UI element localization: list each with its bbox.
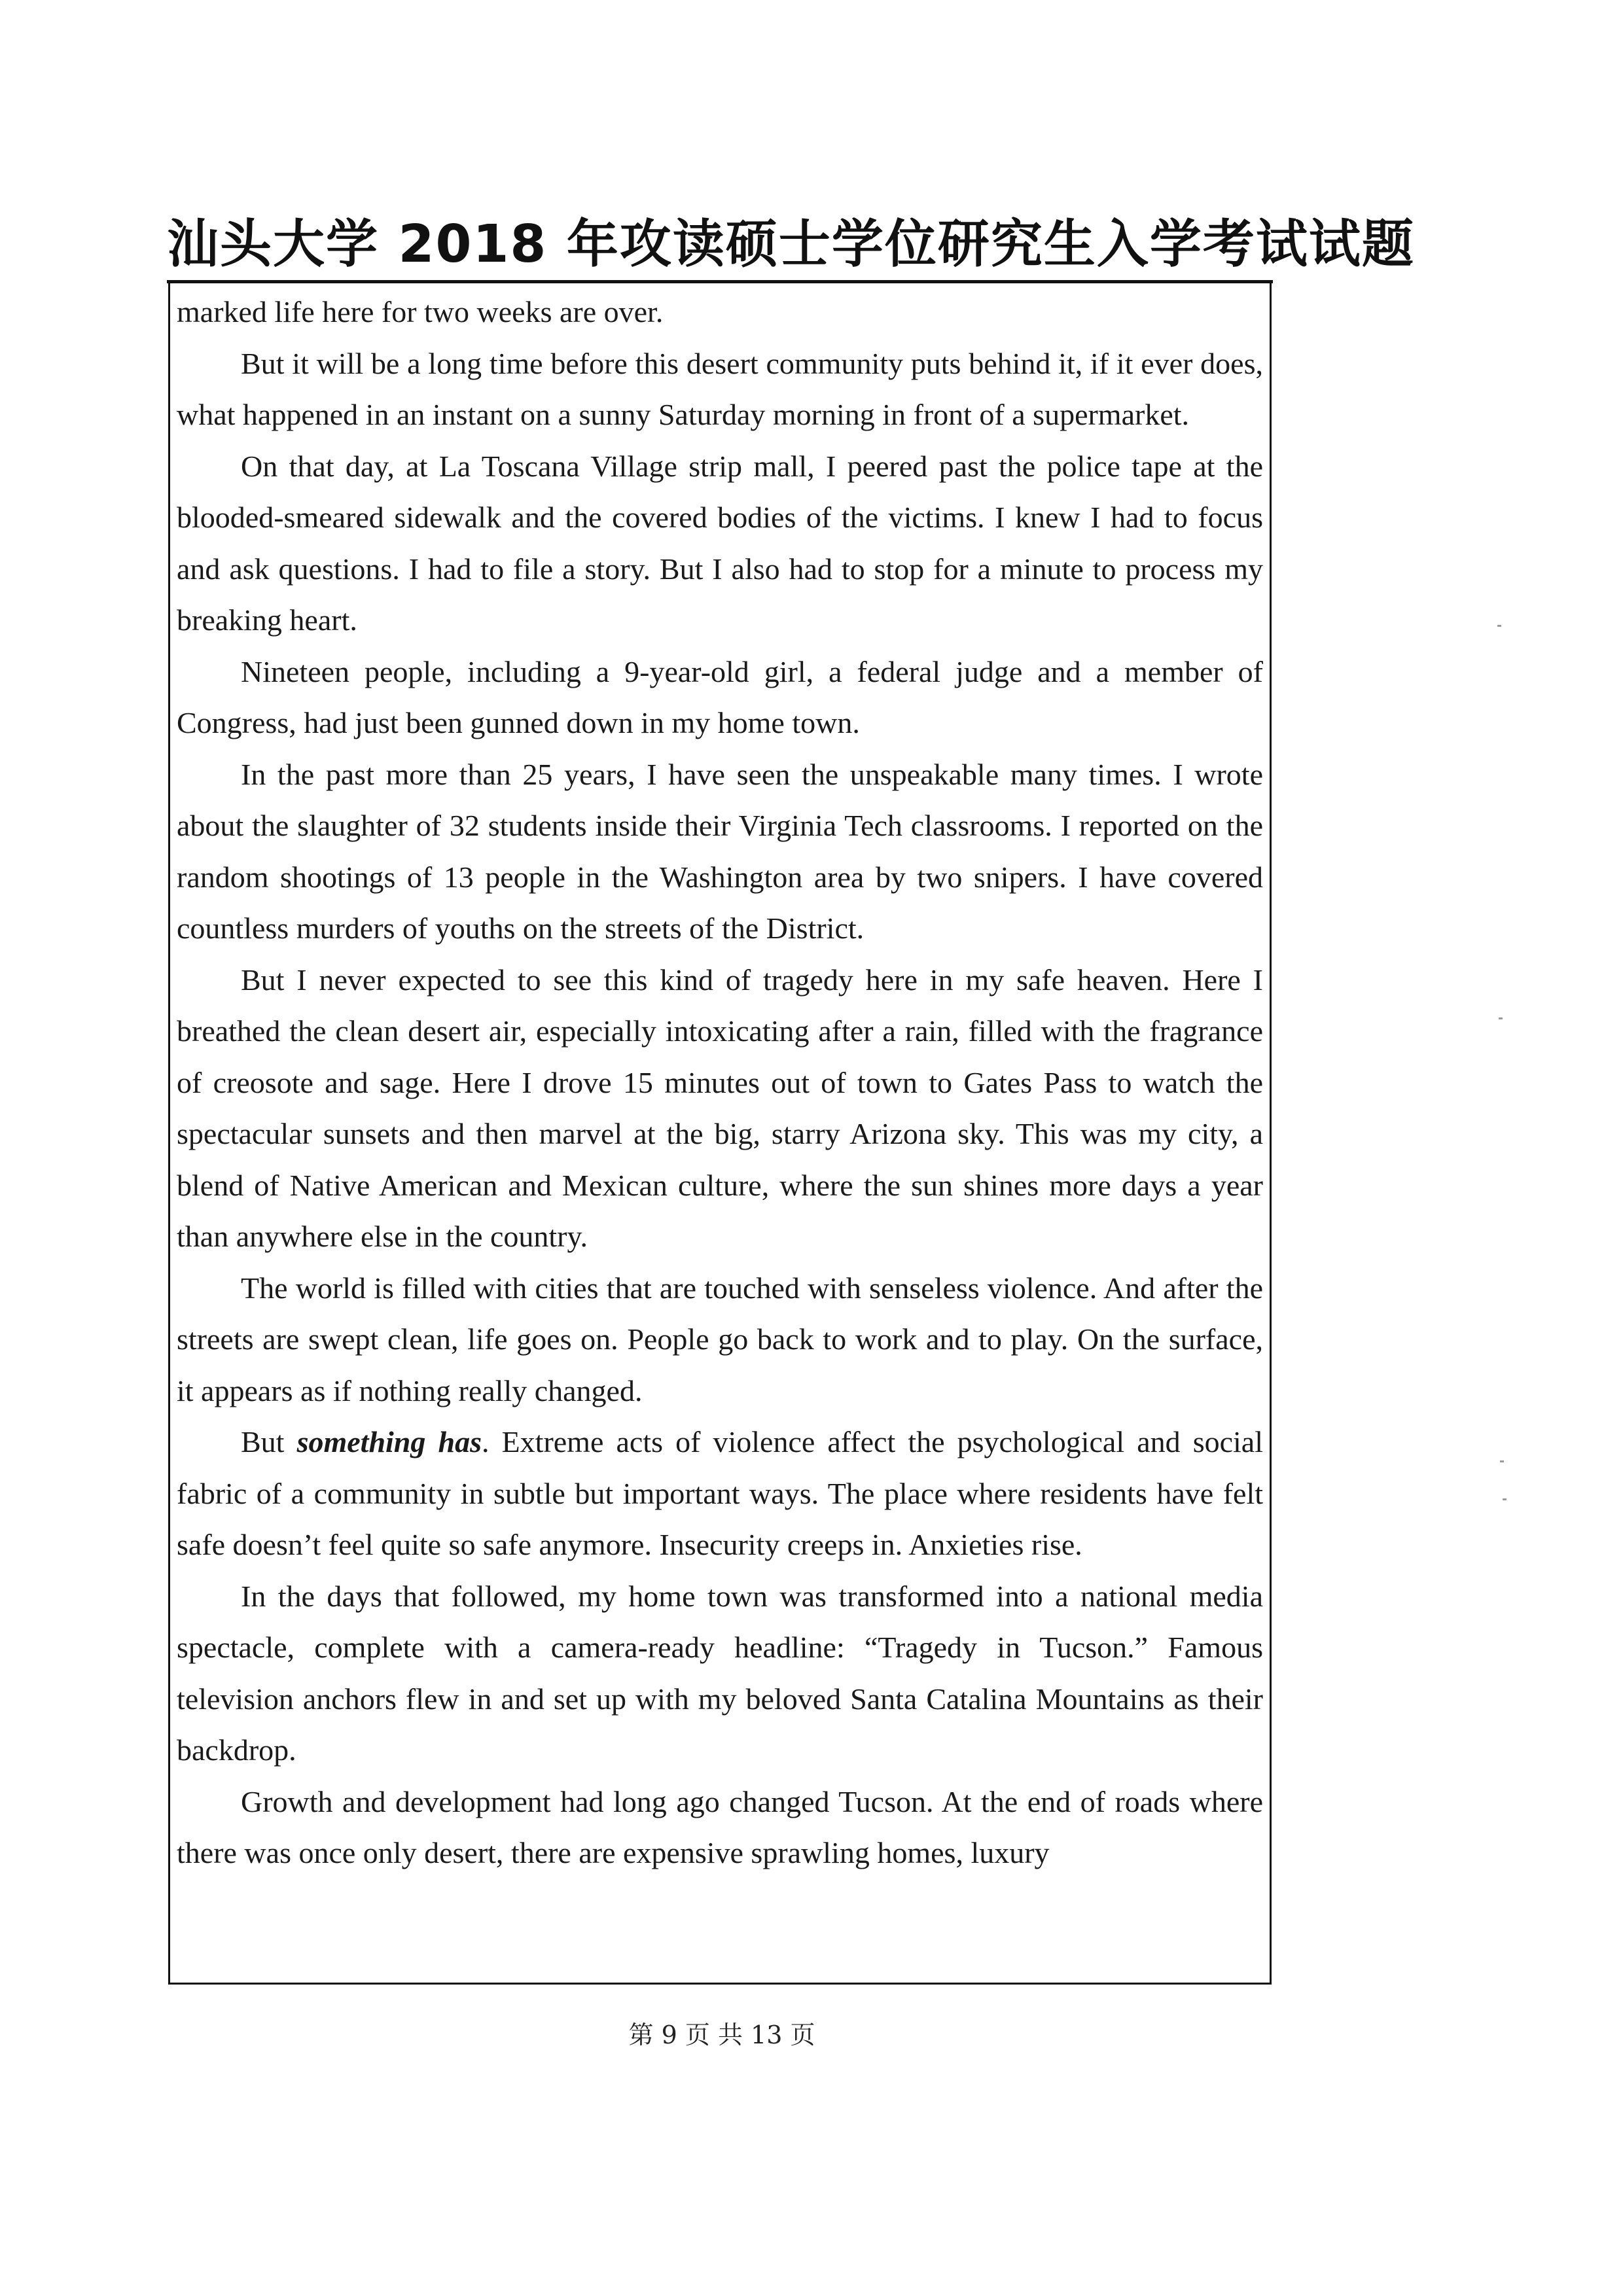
passage-paragraph-10: Growth and development had long ago changed Tucson. At the end of roads where there was once only desert, there are expensive sprawling homes, luxury <box>177 1784 1263 1869</box>
passage-paragraph-7: The world is filled with cities that are touched with senseless violence. And after the streets are swept clean, life goes on. People go back to work and to play. On the surface, it appears as if nothing really changed. <box>177 1271 1263 1407</box>
paragraph-8-rest: . Extreme acts of violence affect the psychological and social fabric of a community in subtle but important ways. The place where residents have felt safe doesn’t feel quite so safe anymore. Insecurity creeps in. Anxieties rise. <box>177 1425 1263 1561</box>
passage-paragraph-5: In the past more than 25 years, I have seen the unspeakable many times. I wrote about the slaughter of 32 students inside their Virginia Tech classrooms. I reported on the random shootings of 13 people in the Washington area by two snipers. I have covered countless murders of youths on the streets of the District. <box>177 757 1263 945</box>
passage-paragraph-3: On that day, at La Toscana Village strip mall, I peered past the police tape at the blooded-smeared sidewalk and the covered bodies of the victims. I knew I had to focus and ask questions. I had to file a story. But I also had to stop for a minute to process my breaking heart. <box>177 449 1263 637</box>
scan-speck <box>1503 1498 1507 1500</box>
paragraph-8-lead: But <box>241 1425 297 1458</box>
passage-paragraph-6: But I never expected to see this kind of tragedy here in my safe heaven. Here I breathed the clean desert air, especially intoxicating after a rain, filled with the fragrance of creosote and sage. Here I drove 15 minutes out of town to Gates Pass to watch the spectacular sunsets and then marvel at the big, starry Arizona sky. This was my city, a blend of Native American and Mexican culture, where the sun shines more days a year than anywhere else in the country. <box>177 963 1263 1253</box>
passage-paragraph-8 <box>177 1417 1263 1571</box>
passage-paragraph-1: marked life here for two weeks are over. <box>177 295 664 328</box>
passage-paragraph-2: But it will be a long time before this desert community puts behind it, if it ever does, what happened in an instant on a sunny Saturday morning in front of a supermarket. <box>177 346 1263 431</box>
scan-speck <box>1497 625 1501 627</box>
passage-paragraph-9: In the days that followed, my home town was transformed into a national media spectacle, complete with a camera-ready headline: “Tragedy in Tucson.” Famous television anchors flew in and set up with my beloved Santa Catalina Mountains as their backdrop. <box>177 1579 1263 1767</box>
scan-speck <box>1500 1460 1504 1462</box>
page-number: 第 9 页 共 13 页 <box>628 2021 815 2049</box>
emphasized-phrase: something has <box>296 1425 482 1458</box>
passage-paragraph-4: Nineteen people, including a 9-year-old girl, a federal judge and a member of Congress, had just been gunned down in my home town. <box>177 654 1263 739</box>
exam-title: 汕头大学 2018 年攻读硕士学位研究生入学考试试题 <box>167 214 1415 274</box>
scan-speck <box>1499 1017 1503 1019</box>
reading-passage <box>177 287 1263 1879</box>
